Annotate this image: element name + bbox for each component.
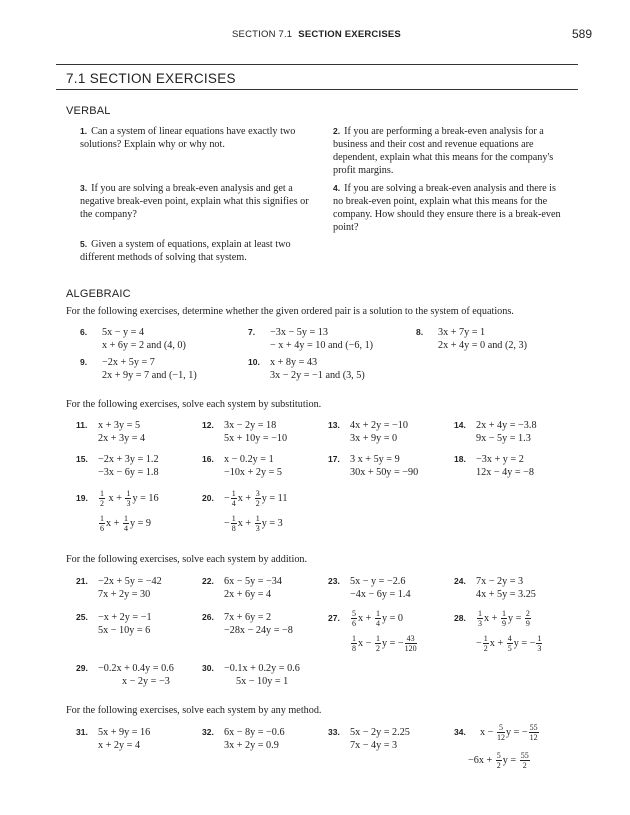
exercise-32: 32. 6x − 8y = −0.6 3x + 2y = 0.9 (202, 727, 285, 751)
exercise-19: 19. $\frac{1}{2}$ x + $\frac{1}{3}$ y = 16 $\frac{1}{6}$ x + $\frac{1}{4}$ y = 9 (76, 489, 159, 534)
exercise-11: 11. x + 3y = 5 2x + 3y = 4 (76, 420, 146, 444)
verbal-item-2: 2. If you are performing a break-even analysis for a business and their cost and revenue equations are dependent, explain what this means for the company's profit margins. (333, 126, 554, 176)
exercise-9: 9. −2x + 5y = 7 2x + 9y = 7 and (−1, 1) (80, 357, 197, 381)
instruction-2: For the following exercises, solve each system by substitution. (66, 399, 322, 410)
page-title: 7.1 SECTION EXERCISES (66, 71, 236, 86)
page-number: 589 (571, 27, 592, 41)
exercise-17: 17. 3 x + 5y = 9 30x + 50y = −90 (328, 454, 419, 478)
exercise-25: 25. −x + 2y = −1 5x − 10y = 6 (76, 612, 152, 636)
exercise-8: 8. 3x + 7y = 1 2x + 4y = 0 and (2, 3) (416, 327, 528, 351)
instruction-1: For the following exercises, determine whether the given ordered pair is a solution to the system of equations. (66, 306, 514, 317)
header-section: SECTION 7.1 SECTION EXERCISES (232, 29, 401, 40)
title-rule-bottom (56, 89, 578, 90)
header-section-title: SECTION EXERCISES (298, 29, 401, 40)
exercise-23: 23. 5x − y = −2.6 −4x − 6y = 1.4 (328, 576, 411, 600)
title-rule-top (56, 64, 578, 65)
exercise-16: 16. x − 0.2y = 1 −10x + 2y = 5 (202, 454, 282, 478)
exercise-28: 28. $\frac{1}{3}$ x + $\frac{1}{9}$ y = $\frac{2}{9}$ − $\frac{1}{2}$ x + $\frac{4}{5}$ y = − $\frac{1}{3}$ (454, 609, 542, 654)
instruction-3: For the following exercises, solve each system by addition. (66, 554, 308, 565)
verbal-item-1: 1. Can a system of linear equations have exactly two solutions? Explain why or why not. (80, 126, 296, 150)
exercise-13: 13. 4x + 2y = −10 3x + 9y = 0 (328, 420, 408, 444)
exercise-27: 27. $\frac{5}{6}$ x + $\frac{1}{4}$ y = 0 $\frac{1}{8}$ x − $\frac{1}{2}$ y = − $\frac{43}{120}$ (328, 609, 417, 654)
exercise-14: 14. 2x + 4y = −3.8 9x − 5y = 1.3 (454, 420, 537, 444)
exercise-18: 18. −3x + y = 2 12x − 4y = −8 (454, 454, 534, 478)
exercise-6: 6. 5x − y = 4 x + 6y = 2 and (4, 0) (80, 327, 186, 351)
exercise-12: 12. 3x − 2y = 18 5x + 10y = −10 (202, 420, 288, 444)
exercise-21: 21. −2x + 5y = −42 7x + 2y = 30 (76, 576, 162, 600)
exercise-31: 31. 5x + 9y = 16 x + 2y = 4 (76, 727, 151, 751)
exercise-10: 10. x + 8y = 43 3x − 2y = −1 and (3, 5) (248, 357, 365, 381)
exercise-33: 33. 5x − 2y = 2.25 7x − 4y = 3 (328, 727, 410, 751)
exercise-30: 30. −0.1x + 0.2y = 0.6 5x − 10y = 1 (202, 663, 300, 687)
verbal-item-4: 4. If you are solving a break-even analysis and there is no break-even point, explain what this means for the company. How should they ensure there is a break-even point? (333, 183, 561, 233)
exercise-15: 15. −2x + 3y = 1.2 −3x − 6y = 1.8 (76, 454, 159, 478)
exercise-20: 20. − $\frac{1}{4}$ x + $\frac{3}{2}$ y = 11 − $\frac{1}{8}$ x + $\frac{1}{3}$ y = 3 (202, 489, 288, 534)
exercise-29: 29. −0.2x + 0.4y = 0.6 x − 2y = −3 (76, 663, 174, 687)
instruction-4: For the following exercises, solve each system by any method. (66, 705, 322, 716)
verbal-item-5: 5. Given a system of equations, explain at least two different methods of solving that system. (80, 239, 291, 263)
exercise-7: 7. −3x − 5y = 13 − x + 4y = 10 and (−6, 1) (248, 327, 374, 351)
exercise-24: 24. 7x − 2y = 3 4x + 5y = 3.25 (454, 576, 536, 600)
running-header (0, 29, 630, 45)
verbal-item-3: 3. If you are solving a break-even analysis and get a negative break-even point, explain what this signifies or the company? (80, 183, 309, 220)
exercise-34: 34. x − $\frac{5}{12}$ y = − $\frac{55}{12}$ −6x + $\frac{5}{2}$ y = $\frac{55}{2}$ (454, 723, 538, 771)
verbal-heading: VERBAL (66, 105, 111, 117)
exercise-26: 26. 7x + 6y = 2 −28x − 24y = −8 (202, 612, 293, 636)
algebraic-heading: ALGEBRAIC (66, 288, 131, 300)
exercise-22: 22. 6x − 5y = −34 2x + 6y = 4 (202, 576, 282, 600)
